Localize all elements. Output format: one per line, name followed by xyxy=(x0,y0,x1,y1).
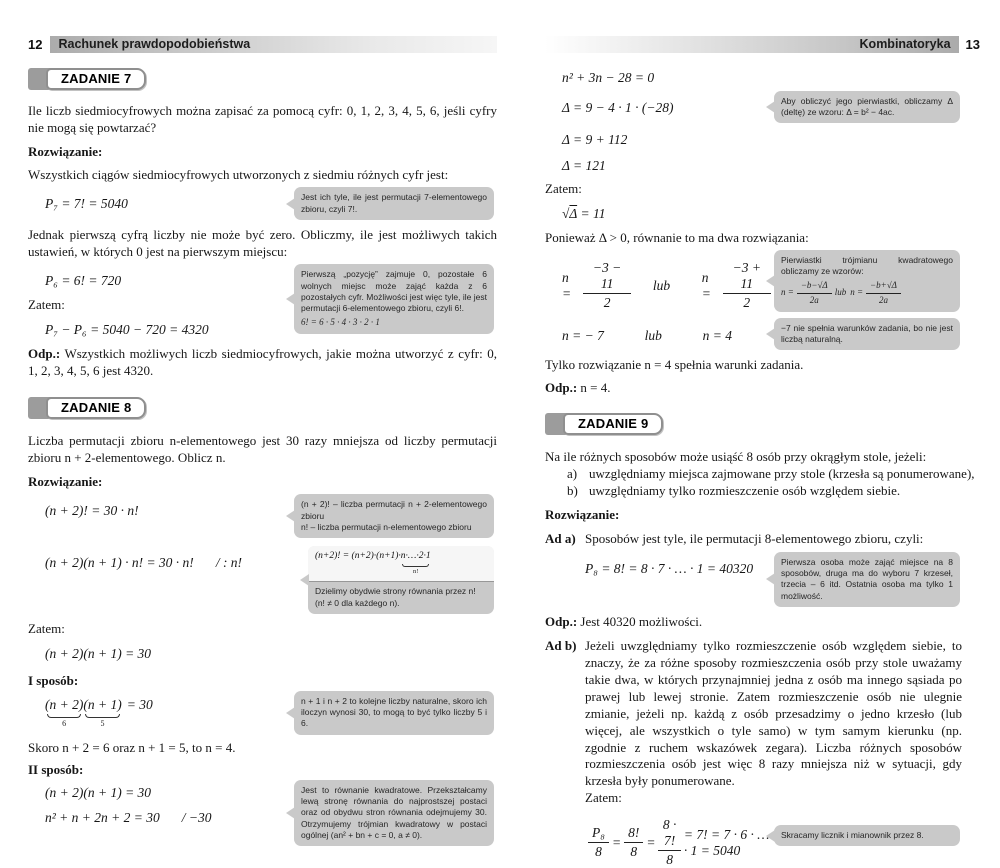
task8-answer-label: Odp.: xyxy=(545,380,578,396)
formula-z8-f4: (n + 2)(n + 1) = 30 xyxy=(45,784,152,800)
task7-badge xyxy=(28,65,497,92)
task9-item-b xyxy=(545,482,980,499)
note-root-formulas xyxy=(774,250,960,312)
item-b-text: uwzględniamy tylko rozmieszczenie osób względem siebie. xyxy=(589,482,901,498)
formula-z8-f2 xyxy=(28,554,308,572)
item-a-marker: a) xyxy=(567,465,578,481)
ad-a-label: Ad a) xyxy=(545,531,576,546)
task8-answer xyxy=(545,379,980,396)
final-frac2-num: 8! xyxy=(624,825,643,843)
final-frac3 xyxy=(658,817,680,868)
note-expand-formula xyxy=(308,546,494,582)
note-permutation-defs xyxy=(294,494,494,538)
task8-row-quadratic xyxy=(28,780,497,846)
task9-problem: Na ile różnych sposobów może usiąść 8 osób przy okrągłym stole, jeżeli: xyxy=(545,448,927,464)
para-only-solution: Tylko rozwiązanie n = 4 spełnia warunki zadania. xyxy=(545,357,804,373)
note-p7: Jest ich tyle, ile jest permutacji 7-elementowego zbioru, czyli 7!. xyxy=(294,187,494,220)
note-delta: Aby obliczyć jego pierwiastki, obliczamy Δ (deltę) ze wzoru: Δ = b² − 4ac. xyxy=(774,91,960,124)
note-root1-fraction xyxy=(797,280,832,307)
chapter-title-right: Kombinatoryka xyxy=(545,36,959,53)
item-b-marker: b) xyxy=(567,482,578,498)
formula-z8-f3: (n + 2)(n + 1) = 30 xyxy=(45,646,152,662)
task8-skoro: Skoro n + 2 = 6 oraz n + 1 = 5, to n = 4. xyxy=(28,739,236,755)
row-delta1 xyxy=(545,91,980,124)
sqrt-rest: = 11 xyxy=(577,206,606,222)
task9-answer-a-label: Odp.: xyxy=(545,614,578,630)
underbrace-group1-label: 6 xyxy=(62,718,67,728)
page-left xyxy=(28,0,497,846)
task7-para-zero: Jednak pierwszą cyfrą liczby nie może być zero. Obliczmy, ile jest możliwych takich ustawień, w których 0 jest na pierwszym miejscu: xyxy=(28,227,497,260)
task8-row-f1 xyxy=(28,494,497,538)
root1-denominator: 2 xyxy=(603,295,611,311)
formula-delta3: Δ = 121 xyxy=(562,157,606,173)
lub-word2: lub xyxy=(644,328,662,344)
note-expand-underbrace xyxy=(401,550,431,576)
task9-row-p8 xyxy=(545,552,980,607)
task9-solution-label: Rozwiązanie: xyxy=(545,507,620,522)
task7-answer xyxy=(28,345,497,379)
task7-answer-label: Odp.: xyxy=(28,345,61,361)
task7-problem: Ile liczb siedmiocyfrowych można zapisać za pomocą cyfr: 0, 1, 2, 3, 4, 5, 6, jeśli cyfry nie mogą się powtarzać? xyxy=(28,103,497,136)
formula-final xyxy=(545,817,774,868)
formula-p8: P₈ = 8! = 8 · 7 · … · 1 = 40320 xyxy=(585,560,754,576)
final-tail: = 7! = 7 · 6 · … · 1 = 5040 xyxy=(683,826,770,858)
root1-pre: n = xyxy=(562,269,572,301)
underbrace-rhs: = 30 xyxy=(126,696,153,712)
formula-p6: P₆ = 6! = 720 xyxy=(45,273,122,289)
formula-p7: P₇ = 7! = 5040 xyxy=(45,196,128,212)
task9-badge xyxy=(545,411,980,438)
final-frac3-den: 8 xyxy=(666,852,674,868)
para-two-solutions: Ponieważ Δ > 0, równanie to ma dwa rozwiązania: xyxy=(545,229,809,245)
note-p6-formula: 6! = 6 · 5 · 4 · 3 · 2 · 1 xyxy=(301,316,380,327)
underbrace-group2-label: 5 xyxy=(100,718,105,728)
note-roots-text: Pierwiastki trójmianu kwadratowego obliczamy ze wzorów: xyxy=(781,255,953,277)
task7-zatem: Zatem: xyxy=(28,296,65,312)
note-expand-brace-text: n·…·2·1 xyxy=(400,551,431,562)
task9-answer-a-text: Jest 40320 możliwości. xyxy=(580,614,703,630)
note-expand-text2: (n! ≠ 0 dla każdego n). xyxy=(315,597,400,608)
ad-a-text: Sposobów jest tyle, ile permutacji 8-elementowego zbioru, czyli: xyxy=(585,531,924,546)
final-frac1-num: P₈ xyxy=(588,825,609,843)
underbrace-group1 xyxy=(45,697,83,728)
note-roots-formula xyxy=(781,280,953,307)
underbrace-group1-text: (n + 2) xyxy=(45,696,84,712)
running-head-right xyxy=(545,36,980,53)
task8-badge-label: ZADANIE 8 xyxy=(46,397,146,419)
task9-row-final xyxy=(545,811,980,868)
formula-diff: P₇ − P₆ = 5040 − 720 = 4320 xyxy=(45,322,209,338)
final-eq1: = xyxy=(611,834,622,850)
final-frac1-den: 8 xyxy=(595,844,602,860)
formula-z8-f2-main: (n + 2)(n + 1) · n! = 30 · n! xyxy=(45,555,194,571)
method2-label: II sposób: xyxy=(28,761,84,777)
page-number-right: 13 xyxy=(965,37,980,52)
sqrt-argument: Δ xyxy=(569,206,578,222)
note-cancel: Skracamy licznik i mianownik przez 8. xyxy=(774,825,960,846)
task9-answer-a xyxy=(545,613,980,630)
note-defs-line1: (n + 2)! – liczba permutacji n + 2-elementowego zbioru xyxy=(301,499,487,521)
final-eq2: = xyxy=(646,834,656,850)
sqrt-symbol: √ xyxy=(562,206,570,222)
task8-problem: Liczba permutacji zbioru n-elementowego jest 30 razy mniejsza od liczby permutacji zbioru n + 2-elementowego. Oblicz n. xyxy=(28,432,497,466)
note-expand-factorial xyxy=(308,546,494,614)
underbrace-glyph xyxy=(402,564,429,567)
formula-z8-f5-op: / −30 xyxy=(181,810,212,826)
root1-numerator: −3 − 11 xyxy=(583,260,631,294)
task8-badge xyxy=(28,395,497,422)
page-right xyxy=(545,0,980,868)
underbrace-group2-text: (n + 1) xyxy=(83,696,122,712)
root2-fraction xyxy=(723,260,771,311)
formula-sqrt-delta xyxy=(545,205,980,223)
task8-solution-label: Rozwiązanie: xyxy=(28,474,103,490)
root2-pre: n = xyxy=(701,269,711,301)
task9-item-a xyxy=(545,465,980,482)
task7-answer-text: Wszystkich możliwych liczb siedmiocyfrowych, jakie można utworzyć z cyfr: 0, 1, 2, 3, 4, 5, 6 jest 4320. xyxy=(28,345,498,378)
note-consecutive-numbers: n + 1 i n + 2 to kolejne liczby naturalne, skoro ich iloczyn wynosi 30, to mogą to być tylko liczby 5 i 6. xyxy=(294,691,494,735)
underbrace-glyph xyxy=(47,714,82,718)
task7-row-p6 xyxy=(28,264,497,338)
formula-roots xyxy=(545,260,774,311)
solution-4: n = 4 xyxy=(702,328,732,344)
root1-fraction xyxy=(583,260,631,311)
note-seats: Pierwsza osoba może zająć miejsce na 8 sposobów, druga ma do wyboru 7 krzeseł, trzecia – 6 itd. Ostatnia osoba ma tylko 1 możliwość. xyxy=(774,552,960,607)
note-minus7: −7 nie spełnia warunków zadania, bo nie jest liczbą naturalną. xyxy=(774,318,960,351)
formula-quad-eq: n² + 3n − 28 = 0 xyxy=(562,70,655,85)
formula-delta1: Δ = 9 − 4 · 1 · (−28) xyxy=(562,99,674,115)
zatem-right1: Zatem: xyxy=(545,181,582,197)
task7-row-p7 xyxy=(28,187,497,220)
formula-solutions xyxy=(545,327,774,345)
note-quadratic: Jest to równanie kwadratowe. Przekształcamy lewą stronę równania do najprostszej postaci oraz od obydwu stron równania odejmujemy 30. Otrzymujemy trójmian kwadratowy w postaci ogólnej (an² + bn + c = 0, a ≠ 0). xyxy=(294,780,494,846)
chapter-title-left: Rachunek prawdopodobieństwa xyxy=(50,36,497,53)
note-defs-line2: n! – liczba permutacji n-elementowego zbioru xyxy=(301,521,472,532)
formula-z8-f2-op: / : n! xyxy=(215,555,243,571)
note-root2-num: −b+√Δ xyxy=(866,280,901,294)
formula-delta2: Δ = 9 + 112 xyxy=(562,132,628,148)
final-frac2 xyxy=(624,825,643,860)
task9-ad-a xyxy=(545,531,980,548)
task8-answer-text: n = 4. xyxy=(580,380,611,396)
page-number-left: 12 xyxy=(28,37,43,52)
formula-z8-f5-main: n² + n + 2n + 2 = 30 xyxy=(45,810,160,826)
note-expand-pre: (n+2)! = (n+2)·(n+1)· xyxy=(315,551,401,562)
final-frac2-den: 8 xyxy=(630,844,638,860)
formula-z8-f1: (n + 2)! = 30 · n! xyxy=(45,503,139,519)
note-expand-text1: Dzielimy obydwie strony równania przez n! xyxy=(315,586,476,597)
root2-numerator: −3 + 11 xyxy=(723,260,771,294)
task8-zatem: Zatem: xyxy=(28,621,65,636)
task7-badge-label: ZADANIE 7 xyxy=(46,68,146,90)
formula-z8-f5 xyxy=(28,809,294,827)
task7-intro: Wszystkich ciągów siedmiocyfrowych utworzonych z siedmiu różnych cyfr jest: xyxy=(28,167,449,183)
note-p6 xyxy=(294,264,494,333)
solution-neg7: n = − 7 xyxy=(562,328,604,344)
running-head-left xyxy=(28,36,497,53)
ad-b-text: Jeżeli uwzględniamy tylko rozmieszczenie osób względem siebie, to znaczy, że za różne sposoby rozmieszczenia osób przy stole uważamy takie dwa, w których przynajmniej jedna z osób ma innego sąsiada po prawej lub lewej stronie. Zatem rozmieszczenie osób nie ulegnie zmianie, jeżeli np. każdą z osób przesadzimy o jedno krzesło (lub więcej, ale wszystkich o tyle samo) w tym samym kierunku (np. zgodnie z ruchem wskazówek zegara). Liczba różnych sposobów rozmieszczenia osób jest więc 8 razy mniejsza niż w sytuacji, gdy krzesła były ponumerowane. xyxy=(585,638,962,789)
note-root2-fraction xyxy=(866,280,901,307)
note-expand-body xyxy=(308,582,494,614)
method1-label: I sposób: xyxy=(28,672,79,688)
task9-badge-label: ZADANIE 9 xyxy=(563,413,663,435)
note-root1-den: 2a xyxy=(809,294,819,305)
task8-row-underbrace xyxy=(28,691,497,735)
formula-underbrace xyxy=(28,697,294,728)
task8-row-f2 xyxy=(28,546,497,614)
note-p6-text: Pierwszą „pozycję” zajmuje 0, pozostałe 6 wolnych miejsc może zająć każda z 6 pozostałych cyfr. Możliwości jest więc tyle, ile jest permutacji 6-elementowego zbioru, czyli 6!. xyxy=(301,269,487,314)
note-root2-den: 2a xyxy=(878,294,888,305)
root2-denominator: 2 xyxy=(743,295,751,311)
note-expand-brace-label: n! xyxy=(413,567,419,575)
lub-word1: lub xyxy=(652,277,671,293)
zatem-right2: Zatem: xyxy=(585,790,622,806)
row-roots xyxy=(545,250,980,350)
underbrace-group2 xyxy=(83,697,121,728)
final-frac1 xyxy=(588,825,609,860)
task7-solution-label: Rozwiązanie: xyxy=(28,144,103,160)
note-lub: lub xyxy=(834,287,847,298)
note-root2-pre: n = xyxy=(850,287,864,298)
item-a-text: uwzględniamy miejsca zajmowane przy stole (krzesła są ponumerowane), xyxy=(589,465,975,481)
note-root1-pre: n = xyxy=(781,287,794,298)
ad-b-label: Ad b) xyxy=(545,638,577,654)
final-frac3-num: 8 · 7! xyxy=(658,817,680,851)
note-root1-num: −b−√Δ xyxy=(797,280,832,294)
task9-ad-b xyxy=(545,638,980,807)
underbrace-glyph xyxy=(85,714,120,718)
